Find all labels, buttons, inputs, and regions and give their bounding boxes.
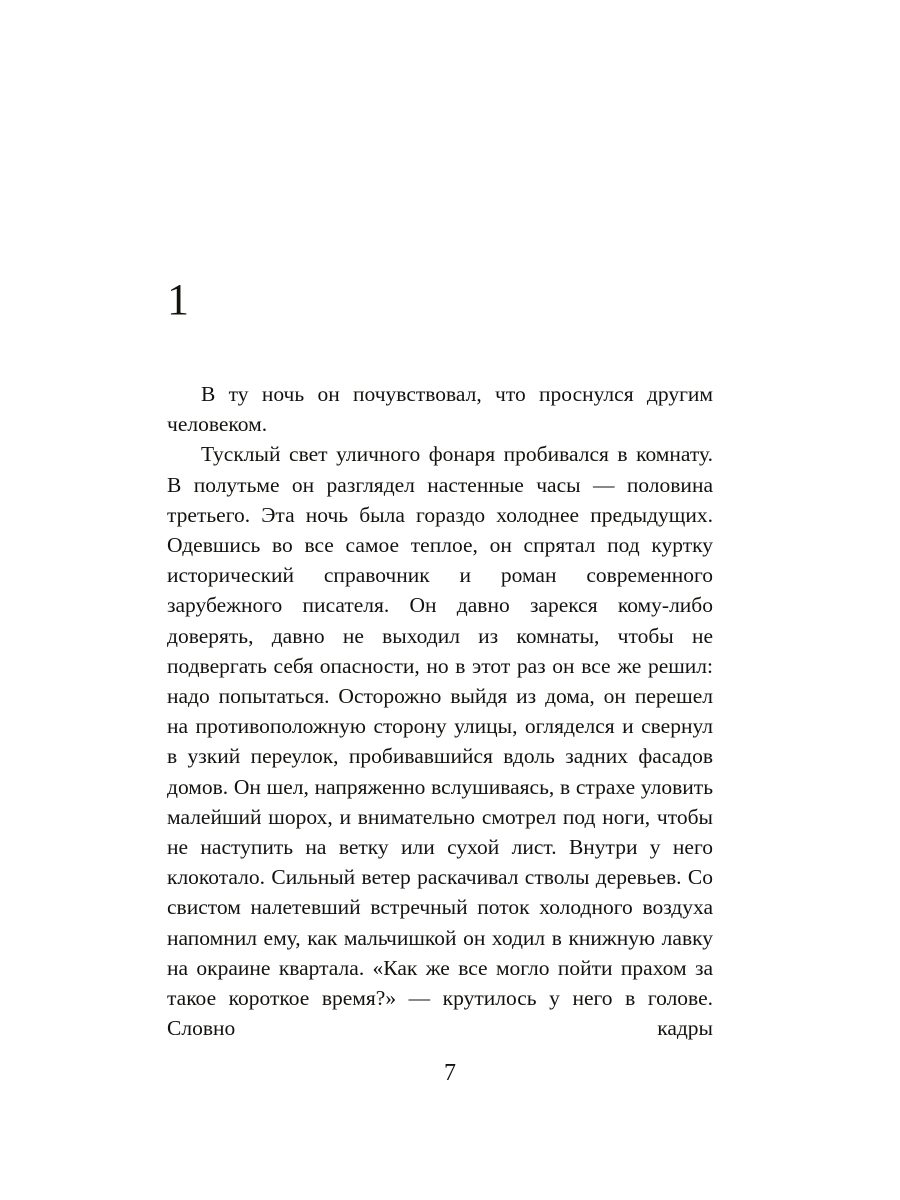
chapter-number: 1 (167, 275, 190, 324)
body-text (167, 379, 713, 1043)
paragraph-2: Тусклый свет уличного фонаря пробивался в комнату. В полутьме он разглядел настенные часы — половина третьего. Эта ночь была гораздо холоднее предыдущих. Одевшись во все самое теплое, он спрятал под куртку исторический справочник и роман современного зарубежного писателя. Он давно зарекся кому-либо доверять, давно не выходил из комнаты, чтобы не подвергать себя опасности, но в этот раз он все же решил: надо попытаться. Осторожно выйдя из дома, он перешел на противоположную сторону улицы, огляделся и свернул в узкий переулок, пробивавшийся вдоль задних фасадов домов. Он шел, напряженно вслушиваясь, в страхе уловить малейший шорох, и внимательно смотрел под ноги, чтобы не наступить на ветку или сухой лист. Внутри у него клокотало. Сильный ветер раскачивал стволы деревьев. Со свистом налетевший встречный поток холодного воздуха напомнил ему, как мальчишкой он ходил в книжную лавку на окраине квартала. «Как же все могло пойти прахом за такое короткое время?» — крутилось у него в голове. Словно кадры (167, 442, 713, 1041)
page-number: 7 (444, 1060, 456, 1086)
paragraph-1: В ту ночь он почувствовал, что проснулся другим человеком. (167, 382, 713, 437)
